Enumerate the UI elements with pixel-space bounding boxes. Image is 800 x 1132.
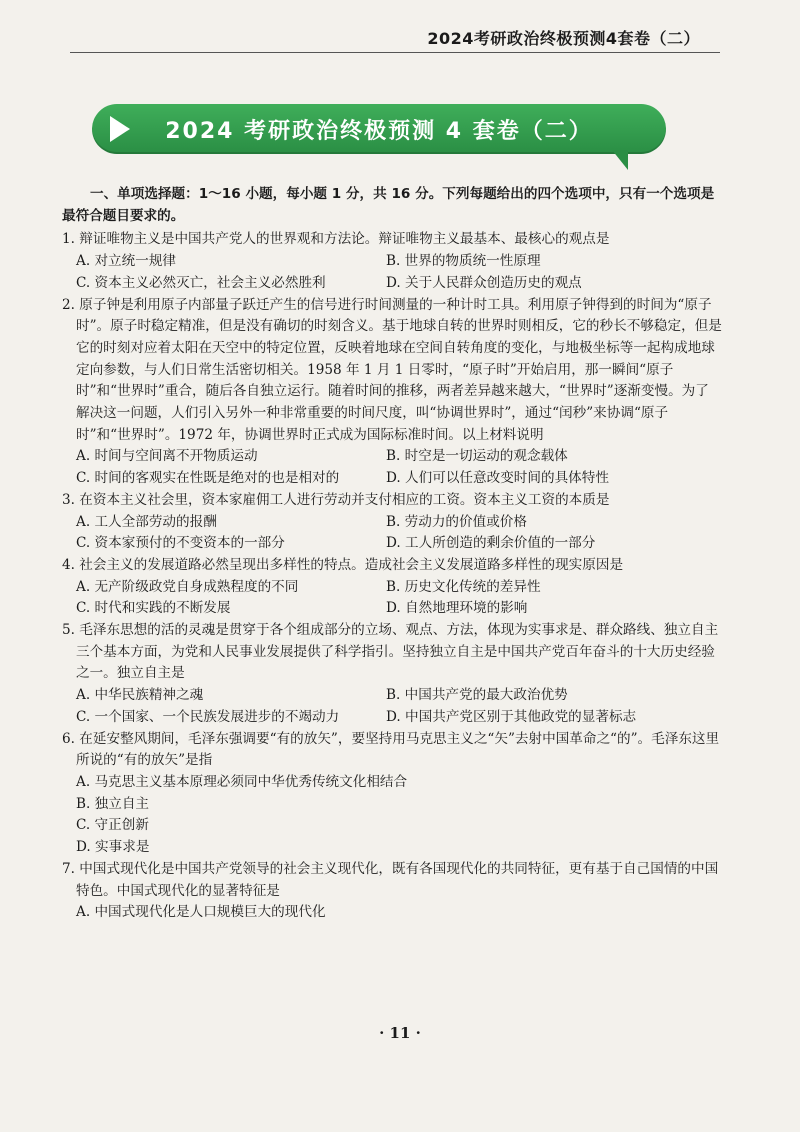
option-b: B. 世界的物质统一性原理 bbox=[386, 253, 541, 270]
title-banner bbox=[92, 104, 666, 154]
question-2 bbox=[62, 295, 722, 490]
option-b: B. 时空是一切运动的观念载体 bbox=[386, 448, 568, 465]
question-4 bbox=[62, 555, 722, 620]
question-stem: 1. 辩证唯物主义是中国共产党人的世界观和方法论。辩证唯物主义最基本、最核心的观点是 bbox=[62, 231, 610, 248]
question-3 bbox=[62, 490, 722, 555]
question-stem: 3. 在资本主义社会里，资本家雇佣工人进行劳动并支付相应的工资。资本主义工资的本质是 bbox=[62, 491, 610, 508]
options bbox=[76, 251, 722, 294]
options bbox=[76, 902, 722, 924]
option-d: D. 中国共产党区别于其他政党的显著标志 bbox=[386, 708, 637, 725]
question-1 bbox=[62, 229, 722, 294]
option-b: B. 历史文化传统的差异性 bbox=[386, 578, 541, 595]
question-stem: 7. 中国式现代化是中国共产党领导的社会主义现代化，既有各国现代化的共同特征，更有基于自己国情的中国特色。中国式现代化的显著特征是 bbox=[62, 860, 719, 899]
options bbox=[76, 577, 722, 620]
option-c: C. 资本家预付的不变资本的一部分 bbox=[76, 535, 285, 552]
option-d: D. 关于人民群众创造历史的观点 bbox=[386, 274, 582, 291]
question-7 bbox=[62, 859, 722, 924]
options bbox=[76, 446, 722, 489]
option-a: A. 时间与空间离不开物质运动 bbox=[76, 448, 258, 465]
question-stem: 2. 原子钟是利用原子内部量子跃迁产生的信号进行时间测量的一种计时工具。利用原子钟得到的时间为“原子时”。原子时稳定精准，但是没有确切的时刻含义。基于地球自转的世界时则相反，它的秒长不够稳定，但是它的时刻对应着太阳在天空中的特定位置，反映着地球在空间自转角度的变化，与地极坐标等一起构成地球定向参数，与人们日常生活密切相关。1958 年 1 月 1 日零时，“原子时”开始启用，那一瞬间“原子时”和“世界时”重合，随后各自独立运行。随着时间的推移，两者差异越来越大，“世界时”逐渐变慢。为了解决这一问题，人们引入另外一种非常重要的时间尺度，叫“协调世界时”，通过“闰秒”来协调“原子时”和“世界时”。1972 年，协调世界时正式成为国际标准时间。以上材料说明 bbox=[62, 296, 722, 443]
options bbox=[76, 685, 722, 728]
section-heading: 一、单项选择题：1～16 小题，每小题 1 分，共 16 分。下列每题给出的四个选项中，只有一个选项是最符合题目要求的。 bbox=[62, 186, 715, 224]
option-a: A. 对立统一规律 bbox=[76, 253, 177, 270]
option-c: C. 一个国家、一个民族发展进步的不竭动力 bbox=[76, 708, 340, 725]
running-header: 2024考研政治终极预测4套卷（二） bbox=[427, 29, 700, 48]
question-stem: 5. 毛泽东思想的活的灵魂是贯穿于各个组成部分的立场、观点、方法，体现为实事求是、群众路线、独立自主三个基本方面，为党和人民事业发展提供了科学指引。坚持独立自主是中国共产党百年奋斗的十大历史经验之一。独立自主是 bbox=[62, 622, 719, 682]
option-b: B. 中国共产党的最大政治优势 bbox=[386, 687, 568, 704]
option-c: C. 守正创新 bbox=[76, 817, 149, 834]
option-d: D. 工人所创造的剩余价值的一部分 bbox=[386, 535, 596, 552]
option-d: D. 实事求是 bbox=[76, 839, 150, 856]
option-c: C. 资本主义必然灭亡，社会主义必然胜利 bbox=[76, 274, 326, 291]
option-a: A. 中国式现代化是人口规模巨大的现代化 bbox=[76, 904, 326, 921]
options bbox=[76, 512, 722, 555]
option-b: B. 劳动力的价值或价格 bbox=[386, 513, 527, 530]
header-divider bbox=[70, 52, 720, 53]
option-c: C. 时间的客观实在性既是绝对的也是相对的 bbox=[76, 470, 340, 487]
option-a: A. 无产阶级政党自身成熟程度的不同 bbox=[76, 578, 299, 595]
page-number: · 11 · bbox=[379, 1024, 421, 1042]
exam-content bbox=[62, 184, 722, 924]
option-c: C. 时代和实践的不断发展 bbox=[76, 600, 231, 617]
option-a: A. 工人全部劳动的报酬 bbox=[76, 513, 217, 530]
option-a: A. 马克思主义基本原理必须同中华优秀传统文化相结合 bbox=[76, 773, 408, 790]
option-d: D. 自然地理环境的影响 bbox=[386, 600, 528, 617]
question-stem: 4. 社会主义的发展道路必然呈现出多样性的特点。造成社会主义发展道路多样性的现实原因是 bbox=[62, 556, 624, 573]
page-title: 2024 考研政治终极预测 4 套卷（二） bbox=[165, 119, 593, 144]
options bbox=[76, 772, 722, 859]
option-b: B. 独立自主 bbox=[76, 795, 150, 812]
question-5 bbox=[62, 620, 722, 729]
banner-tail bbox=[612, 150, 628, 170]
question-stem: 6. 在延安整风期间，毛泽东强调要“有的放矢”，要坚持用马克思主义之“矢”去射中国革命之“的”。毛泽东这里所说的“有的放矢”是指 bbox=[62, 730, 720, 769]
question-6 bbox=[62, 729, 722, 859]
option-a: A. 中华民族精神之魂 bbox=[76, 687, 204, 704]
option-d: D. 人们可以任意改变时间的具体特性 bbox=[386, 470, 609, 487]
